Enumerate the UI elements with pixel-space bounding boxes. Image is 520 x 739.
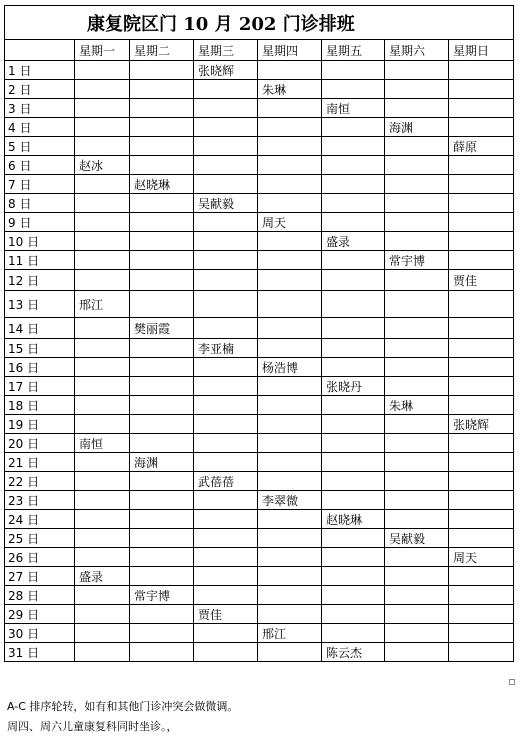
- doctor-cell: 张晓丹: [322, 377, 385, 396]
- schedule-row: [5, 358, 514, 377]
- doctor-cell: [75, 61, 130, 80]
- schedule-row: [5, 61, 514, 80]
- doctor-cell: [75, 99, 130, 118]
- doctor-cell: 贾佳: [194, 605, 258, 624]
- schedule-row: [5, 99, 514, 118]
- doctor-cell: 李翠微: [258, 491, 322, 510]
- schedule-row: [5, 415, 514, 434]
- doctor-cell: [258, 137, 322, 156]
- doctor-cell: [258, 291, 322, 318]
- doctor-cell: [258, 567, 322, 586]
- day-cell: 28 日: [5, 586, 75, 605]
- header-corner: [5, 40, 75, 61]
- day-cell: 25 日: [5, 529, 75, 548]
- doctor-cell: [75, 453, 130, 472]
- doctor-cell: [130, 529, 194, 548]
- doctor-cell: [194, 548, 258, 567]
- doctor-cell: [130, 624, 194, 643]
- doctor-cell: [75, 586, 130, 605]
- day-cell: 8 日: [5, 194, 75, 213]
- doctor-cell: [322, 358, 385, 377]
- doctor-cell: [258, 453, 322, 472]
- doctor-cell: [258, 434, 322, 453]
- doctor-cell: [258, 99, 322, 118]
- doctor-cell: [130, 567, 194, 586]
- doctor-cell: [130, 491, 194, 510]
- doctor-cell: [258, 61, 322, 80]
- doctor-cell: [130, 548, 194, 567]
- doctor-cell: [385, 80, 449, 99]
- doctor-cell: [194, 415, 258, 434]
- doctor-cell: [258, 548, 322, 567]
- footnotes: [7, 697, 238, 737]
- doctor-cell: [322, 270, 385, 291]
- doctor-cell: [130, 270, 194, 291]
- doctor-cell: 张晓辉: [194, 61, 258, 80]
- doctor-cell: [75, 318, 130, 339]
- schedule-row: [5, 232, 514, 251]
- schedule-row: [5, 377, 514, 396]
- doctor-cell: [322, 548, 385, 567]
- doctor-cell: [194, 491, 258, 510]
- doctor-cell: [130, 61, 194, 80]
- doctor-cell: [385, 567, 449, 586]
- doctor-cell: [194, 291, 258, 318]
- doctor-cell: 赵晓琳: [322, 510, 385, 529]
- doctor-cell: [449, 605, 514, 624]
- doctor-cell: [385, 175, 449, 194]
- day-cell: 6 日: [5, 156, 75, 175]
- doctor-cell: [194, 118, 258, 137]
- day-cell: 7 日: [5, 175, 75, 194]
- doctor-cell: [194, 643, 258, 662]
- doctor-cell: [385, 491, 449, 510]
- doctor-cell: 邢江: [75, 291, 130, 318]
- schedule-row: [5, 270, 514, 291]
- doctor-cell: [130, 156, 194, 175]
- doctor-cell: [385, 377, 449, 396]
- doctor-cell: [385, 453, 449, 472]
- doctor-cell: 贾佳: [449, 270, 514, 291]
- doctor-cell: [449, 377, 514, 396]
- doctor-cell: [385, 510, 449, 529]
- doctor-cell: [258, 318, 322, 339]
- doctor-cell: [258, 156, 322, 175]
- doctor-cell: [75, 251, 130, 270]
- doctor-cell: [385, 643, 449, 662]
- doctor-cell: [322, 175, 385, 194]
- doctor-cell: [449, 510, 514, 529]
- day-cell: 10 日: [5, 232, 75, 251]
- day-cell: 20 日: [5, 434, 75, 453]
- doctor-cell: [75, 472, 130, 491]
- schedule-row: [5, 251, 514, 270]
- doctor-cell: [385, 61, 449, 80]
- doctor-cell: [194, 358, 258, 377]
- doctor-cell: 张晓辉: [449, 415, 514, 434]
- doctor-cell: [130, 434, 194, 453]
- doctor-cell: [194, 137, 258, 156]
- doctor-cell: [449, 434, 514, 453]
- doctor-cell: [449, 396, 514, 415]
- title-row: [5, 6, 514, 40]
- day-cell: 22 日: [5, 472, 75, 491]
- doctor-cell: [258, 472, 322, 491]
- schedule-row: [5, 529, 514, 548]
- doctor-cell: [322, 491, 385, 510]
- doctor-cell: [449, 99, 514, 118]
- doctor-cell: [449, 194, 514, 213]
- doctor-cell: [322, 453, 385, 472]
- day-cell: 2 日: [5, 80, 75, 99]
- doctor-cell: [385, 358, 449, 377]
- doctor-cell: [258, 175, 322, 194]
- doctor-cell: [75, 643, 130, 662]
- doctor-cell: [449, 232, 514, 251]
- schedule-row: [5, 491, 514, 510]
- doctor-cell: [130, 99, 194, 118]
- schedule-row: [5, 605, 514, 624]
- doctor-cell: [449, 643, 514, 662]
- day-cell: 31 日: [5, 643, 75, 662]
- doctor-cell: [75, 339, 130, 358]
- footnote-rotation: A-C 排序轮转，如有和其他门诊冲突会做微调。: [7, 700, 239, 713]
- doctor-cell: [194, 175, 258, 194]
- doctor-cell: [194, 251, 258, 270]
- doctor-cell: 盛录: [322, 232, 385, 251]
- weekday-header: 星期二: [130, 40, 194, 61]
- day-cell: 18 日: [5, 396, 75, 415]
- schedule-row: [5, 510, 514, 529]
- doctor-cell: [385, 472, 449, 491]
- doctor-cell: 朱琳: [258, 80, 322, 99]
- doctor-cell: [130, 605, 194, 624]
- doctor-cell: [322, 567, 385, 586]
- day-cell: 5 日: [5, 137, 75, 156]
- doctor-cell: [258, 415, 322, 434]
- doctor-cell: [130, 377, 194, 396]
- doctor-cell: [258, 529, 322, 548]
- schedule-row: [5, 396, 514, 415]
- weekday-header: 星期三: [194, 40, 258, 61]
- doctor-cell: [385, 99, 449, 118]
- doctor-cell: [258, 643, 322, 662]
- schedule-row: [5, 194, 514, 213]
- doctor-cell: [194, 586, 258, 605]
- doctor-cell: [322, 118, 385, 137]
- schedule-row: [5, 156, 514, 175]
- schedule-row: [5, 434, 514, 453]
- doctor-cell: 陈云杰: [322, 643, 385, 662]
- doctor-cell: [385, 586, 449, 605]
- doctor-cell: [194, 396, 258, 415]
- doctor-cell: [130, 251, 194, 270]
- doctor-cell: 盛录: [75, 567, 130, 586]
- day-cell: 11 日: [5, 251, 75, 270]
- doctor-cell: [258, 377, 322, 396]
- page-title: 康复院区门 10 月 202 门诊排班: [5, 6, 514, 40]
- doctor-cell: [322, 291, 385, 318]
- doctor-cell: [130, 118, 194, 137]
- doctor-cell: [322, 339, 385, 358]
- doctor-cell: [194, 156, 258, 175]
- doctor-cell: 南恒: [75, 434, 130, 453]
- doctor-cell: [75, 548, 130, 567]
- doctor-cell: [75, 213, 130, 232]
- doctor-cell: [385, 137, 449, 156]
- doctor-cell: [385, 156, 449, 175]
- doctor-cell: [75, 270, 130, 291]
- doctor-cell: [449, 624, 514, 643]
- day-cell: 26 日: [5, 548, 75, 567]
- schedule-row: [5, 548, 514, 567]
- schedule-table: [4, 5, 514, 662]
- doctor-cell: [449, 358, 514, 377]
- schedule-row: [5, 624, 514, 643]
- schedule-row: [5, 339, 514, 358]
- doctor-cell: 周天: [449, 548, 514, 567]
- doctor-cell: [449, 529, 514, 548]
- day-cell: 19 日: [5, 415, 75, 434]
- doctor-cell: 海渊: [130, 453, 194, 472]
- doctor-cell: [75, 80, 130, 99]
- schedule-row: [5, 318, 514, 339]
- doctor-cell: 吴献毅: [385, 529, 449, 548]
- day-cell: 23 日: [5, 491, 75, 510]
- doctor-cell: [449, 251, 514, 270]
- doctor-cell: [385, 291, 449, 318]
- doctor-cell: [75, 415, 130, 434]
- doctor-cell: [194, 529, 258, 548]
- doctor-cell: [322, 605, 385, 624]
- doctor-cell: [130, 291, 194, 318]
- doctor-cell: [322, 194, 385, 213]
- doctor-cell: 赵冰: [75, 156, 130, 175]
- doctor-cell: [385, 232, 449, 251]
- day-cell: 1 日: [5, 61, 75, 80]
- day-cell: 27 日: [5, 567, 75, 586]
- weekday-header: 星期四: [258, 40, 322, 61]
- doctor-cell: [322, 318, 385, 339]
- doctor-cell: [449, 175, 514, 194]
- doctor-cell: [258, 339, 322, 358]
- doctor-cell: [449, 291, 514, 318]
- doctor-cell: [194, 434, 258, 453]
- doctor-cell: [130, 213, 194, 232]
- doctor-cell: [449, 118, 514, 137]
- schedule-body: [5, 61, 514, 662]
- doctor-cell: [130, 80, 194, 99]
- doctor-cell: [75, 396, 130, 415]
- day-cell: 9 日: [5, 213, 75, 232]
- weekday-header: 星期六: [385, 40, 449, 61]
- doctor-cell: [75, 194, 130, 213]
- doctor-cell: [258, 510, 322, 529]
- doctor-cell: [194, 377, 258, 396]
- doctor-cell: 杨浩博: [258, 358, 322, 377]
- schedule-row: [5, 80, 514, 99]
- table-resize-handle[interactable]: [509, 679, 515, 685]
- doctor-cell: [258, 396, 322, 415]
- weekday-header: 星期五: [322, 40, 385, 61]
- day-cell: 24 日: [5, 510, 75, 529]
- doctor-cell: [130, 472, 194, 491]
- doctor-cell: [130, 232, 194, 251]
- schedule-row: [5, 118, 514, 137]
- doctor-cell: [385, 213, 449, 232]
- doctor-cell: 周天: [258, 213, 322, 232]
- schedule-row: [5, 586, 514, 605]
- doctor-cell: 樊丽霞: [130, 318, 194, 339]
- doctor-cell: [75, 510, 130, 529]
- doctor-cell: [322, 415, 385, 434]
- doctor-cell: [75, 377, 130, 396]
- schedule-row: [5, 643, 514, 662]
- doctor-cell: [385, 415, 449, 434]
- day-cell: 12 日: [5, 270, 75, 291]
- doctor-cell: [75, 175, 130, 194]
- day-cell: 30 日: [5, 624, 75, 643]
- doctor-cell: [130, 137, 194, 156]
- doctor-cell: [194, 80, 258, 99]
- header-row: [5, 40, 514, 61]
- doctor-cell: [258, 270, 322, 291]
- doctor-cell: [130, 643, 194, 662]
- doctor-cell: [194, 232, 258, 251]
- doctor-cell: [385, 624, 449, 643]
- doctor-cell: [322, 61, 385, 80]
- doctor-cell: [194, 453, 258, 472]
- day-cell: 21 日: [5, 453, 75, 472]
- doctor-cell: 邢江: [258, 624, 322, 643]
- day-cell: 29 日: [5, 605, 75, 624]
- day-cell: 13 日: [5, 291, 75, 318]
- doctor-cell: [194, 213, 258, 232]
- doctor-cell: [194, 270, 258, 291]
- weekday-header: 星期日: [449, 40, 514, 61]
- doctor-cell: [258, 586, 322, 605]
- doctor-cell: [449, 567, 514, 586]
- doctor-cell: [322, 137, 385, 156]
- doctor-cell: [449, 213, 514, 232]
- day-cell: 14 日: [5, 318, 75, 339]
- doctor-cell: [75, 605, 130, 624]
- doctor-cell: [258, 194, 322, 213]
- doctor-cell: [75, 232, 130, 251]
- doctor-cell: [322, 434, 385, 453]
- doctor-cell: [194, 510, 258, 529]
- schedule-row: [5, 472, 514, 491]
- doctor-cell: 常宇博: [130, 586, 194, 605]
- doctor-cell: [322, 529, 385, 548]
- doctor-cell: [258, 251, 322, 270]
- doctor-cell: [449, 586, 514, 605]
- doctor-cell: [449, 156, 514, 175]
- doctor-cell: [258, 605, 322, 624]
- doctor-cell: [385, 270, 449, 291]
- schedule-row: [5, 453, 514, 472]
- doctor-cell: [449, 339, 514, 358]
- doctor-cell: [322, 472, 385, 491]
- doctor-cell: [194, 318, 258, 339]
- doctor-cell: [75, 491, 130, 510]
- day-cell: 4 日: [5, 118, 75, 137]
- doctor-cell: 李亚楠: [194, 339, 258, 358]
- doctor-cell: [449, 453, 514, 472]
- schedule-sheet: [4, 5, 513, 662]
- doctor-cell: [322, 396, 385, 415]
- footnote-thursday-saturday: 周四、周六儿童康复科同时坐诊。，: [7, 720, 178, 733]
- doctor-cell: 武蓓蓓: [194, 472, 258, 491]
- doctor-cell: [385, 318, 449, 339]
- doctor-cell: [449, 472, 514, 491]
- doctor-cell: [322, 80, 385, 99]
- doctor-cell: [385, 548, 449, 567]
- doctor-cell: [194, 99, 258, 118]
- doctor-cell: [322, 251, 385, 270]
- doctor-cell: 海渊: [385, 118, 449, 137]
- schedule-row: [5, 567, 514, 586]
- doctor-cell: [322, 586, 385, 605]
- doctor-cell: [130, 510, 194, 529]
- schedule-row: [5, 291, 514, 318]
- doctor-cell: [322, 624, 385, 643]
- doctor-cell: [130, 396, 194, 415]
- doctor-cell: [449, 318, 514, 339]
- day-cell: 16 日: [5, 358, 75, 377]
- doctor-cell: 薛原: [449, 137, 514, 156]
- day-cell: 3 日: [5, 99, 75, 118]
- day-cell: 17 日: [5, 377, 75, 396]
- doctor-cell: [385, 434, 449, 453]
- doctor-cell: [75, 529, 130, 548]
- doctor-cell: [75, 624, 130, 643]
- weekday-header: 星期一: [75, 40, 130, 61]
- day-cell: 15 日: [5, 339, 75, 358]
- doctor-cell: [258, 232, 322, 251]
- doctor-cell: [130, 415, 194, 434]
- doctor-cell: [322, 156, 385, 175]
- doctor-cell: [385, 605, 449, 624]
- doctor-cell: [130, 194, 194, 213]
- schedule-row: [5, 137, 514, 156]
- doctor-cell: [385, 194, 449, 213]
- doctor-cell: 常宇博: [385, 251, 449, 270]
- doctor-cell: [449, 491, 514, 510]
- doctor-cell: [130, 358, 194, 377]
- doctor-cell: 南恒: [322, 99, 385, 118]
- doctor-cell: [194, 567, 258, 586]
- doctor-cell: [385, 339, 449, 358]
- doctor-cell: [75, 137, 130, 156]
- doctor-cell: 朱琳: [385, 396, 449, 415]
- doctor-cell: [130, 339, 194, 358]
- doctor-cell: [449, 80, 514, 99]
- doctor-cell: [449, 61, 514, 80]
- doctor-cell: 赵晓琳: [130, 175, 194, 194]
- doctor-cell: [194, 624, 258, 643]
- doctor-cell: [75, 358, 130, 377]
- schedule-row: [5, 213, 514, 232]
- doctor-cell: [258, 118, 322, 137]
- doctor-cell: [75, 118, 130, 137]
- doctor-cell: 吴献毅: [194, 194, 258, 213]
- doctor-cell: [322, 213, 385, 232]
- schedule-row: [5, 175, 514, 194]
